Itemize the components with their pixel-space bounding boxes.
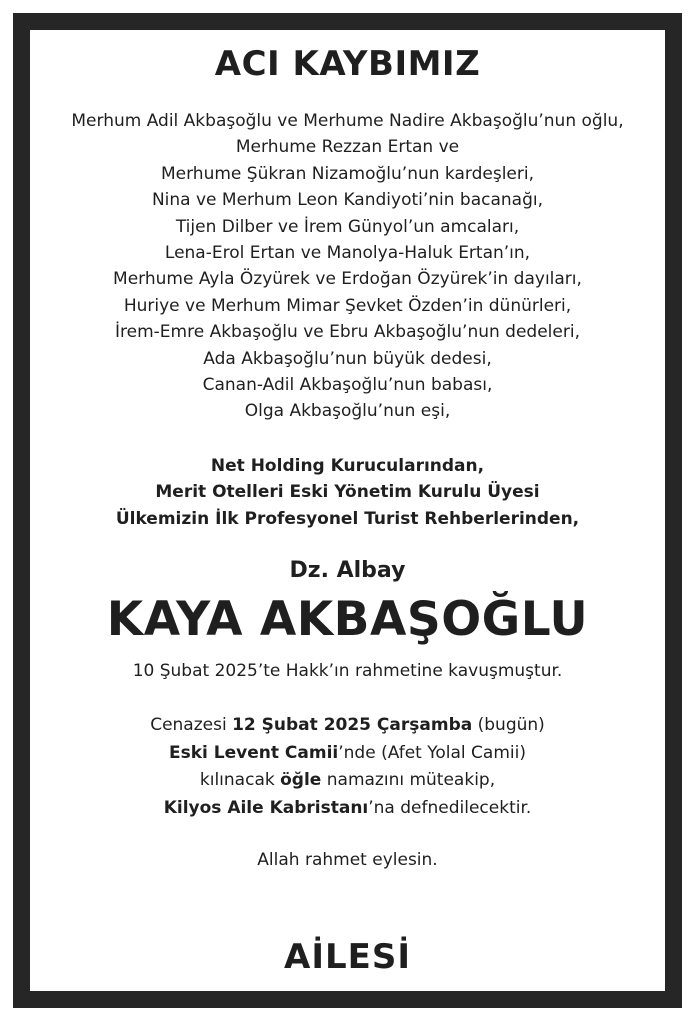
- deceased-name: KAYA AKBAŞOĞLU: [106, 592, 589, 648]
- funeral-notice: [30, 712, 665, 822]
- relation-line: Lena-Erol Ertan ve Manolya-Haluk Ertan’ın,: [164, 243, 531, 264]
- title-line: Ülkemizin İlk Profesyonel Turist Rehberlerinden,: [115, 508, 580, 529]
- relations-block: [30, 108, 665, 425]
- funeral-mosque: Eski Levent Camii: [169, 742, 339, 763]
- deceased-rank: Dz. Albay: [289, 558, 406, 584]
- funeral-date: 12 Şubat 2025 Çarşamba: [232, 715, 473, 736]
- funeral-line-date: [30, 712, 665, 740]
- passing-date: 10 Şubat 2025’te Hakk’ın rahmetine kavuşmuştur.: [132, 661, 563, 682]
- notice-heading: ACI KAYBIMIZ: [214, 44, 481, 84]
- family-signature: AİLESİ: [284, 937, 411, 977]
- funeral-burial: ’na defnedilecektir.: [368, 797, 532, 818]
- relation-line: Ada Akbaşoğlu’nun büyük dedesi,: [203, 348, 492, 369]
- funeral-prayer-pre: kılınacak: [199, 770, 275, 791]
- relation-line: İrem-Emre Akbaşoğlu ve Ebru Akbaşoğlu’nun dedeleri,: [115, 322, 580, 343]
- notice-content: [30, 30, 665, 991]
- funeral-mosque-alt: ’nde (Afet Yolal Camii): [338, 742, 526, 763]
- titles-block: [30, 453, 665, 532]
- relation-line: Huriye ve Merhum Mimar Şevket Özden’in dünürleri,: [123, 295, 572, 316]
- relation-line: Nina ve Merhum Leon Kandiyoti’nin bacanağı,: [151, 190, 544, 211]
- funeral-line-cemetery: [30, 795, 665, 823]
- relation-line: Canan-Adil Akbaşoğlu’nun babası,: [202, 375, 493, 396]
- funeral-prayer-post: namazını müteakip,: [326, 770, 496, 791]
- relation-line: Tijen Dilber ve İrem Günyol’un amcaları,: [175, 216, 520, 237]
- funeral-line-mosque: [30, 740, 665, 768]
- funeral-line-prayer: [30, 767, 665, 795]
- funeral-today: (bugün): [477, 715, 545, 736]
- title-line: Merit Otelleri Eski Yönetim Kurulu Üyesi: [155, 482, 540, 503]
- relation-line: Merhume Rezzan Ertan ve: [235, 137, 460, 158]
- funeral-cemetery: Kilyos Aile Kabristanı: [163, 797, 369, 818]
- title-line: Net Holding Kurucularından,: [210, 455, 485, 476]
- notice-frame: [13, 13, 682, 1008]
- relation-line: Merhume Şükran Nizamoğlu’nun kardeşleri,: [160, 163, 534, 184]
- funeral-intro: Cenazesi: [150, 715, 227, 736]
- relation-line: Merhum Adil Akbaşoğlu ve Merhume Nadire Akbaşoğlu’nun oğlu,: [71, 111, 624, 131]
- relation-line: Olga Akbaşoğlu’nun eşi,: [244, 401, 451, 422]
- relation-line: Merhume Ayla Özyürek ve Erdoğan Özyürek’in dayıları,: [113, 269, 582, 290]
- prayer-text: Allah rahmet eylesin.: [257, 850, 438, 871]
- funeral-prayer-time: öğle: [280, 770, 322, 791]
